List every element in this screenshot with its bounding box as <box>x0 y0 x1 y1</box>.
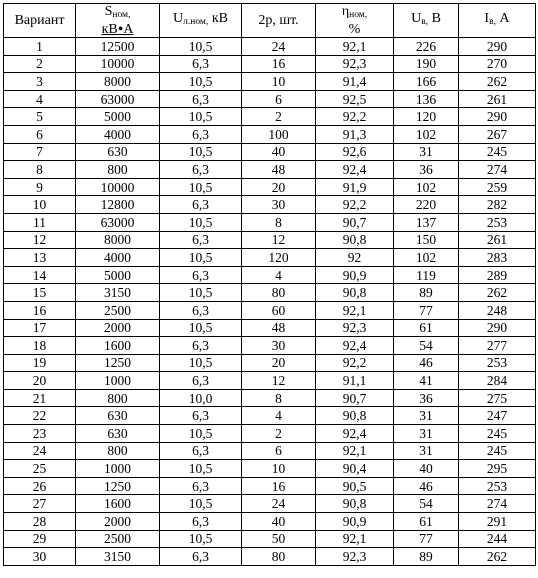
cell-eta-nom: 90,9 <box>316 266 394 284</box>
cell-u-line-nom: 6,3 <box>160 407 242 425</box>
cell-s-nom: 2000 <box>76 319 160 337</box>
header-eta-nom: $\eta_{ном,}$ % <box>316 4 394 38</box>
table-row <box>4 143 536 161</box>
cell-s-nom: 1250 <box>76 477 160 495</box>
cell-s-nom: 2500 <box>76 301 160 319</box>
header-poles: 2р, шт. <box>242 4 316 38</box>
cell-variant: 22 <box>4 407 76 425</box>
cell-variant: 27 <box>4 495 76 513</box>
cell-poles: 20 <box>242 178 316 196</box>
cell-s-nom: 4000 <box>76 125 160 143</box>
header-s-nom: $S_{ном,}$ кВ•А <box>76 4 160 38</box>
cell-u-line-nom: 6,3 <box>160 125 242 143</box>
cell-u-line-nom: 6,3 <box>160 442 242 460</box>
header-u-line-nom: $U_{л.ном,}$ кВ <box>160 4 242 38</box>
cell-poles: 80 <box>242 284 316 302</box>
cell-i-excitation: 290 <box>459 38 536 56</box>
cell-s-nom: 1000 <box>76 372 160 390</box>
cell-u-excitation: 31 <box>394 143 459 161</box>
cell-poles: 6 <box>242 442 316 460</box>
cell-u-line-nom: 10,5 <box>160 425 242 443</box>
table-row <box>4 73 536 91</box>
cell-variant: 1 <box>4 38 76 56</box>
cell-u-excitation: 31 <box>394 442 459 460</box>
table-row <box>4 266 536 284</box>
cell-u-line-nom: 6,3 <box>160 55 242 73</box>
cell-s-nom: 1600 <box>76 495 160 513</box>
table-row <box>4 477 536 495</box>
cell-poles: 6 <box>242 90 316 108</box>
cell-u-line-nom: 6,3 <box>160 301 242 319</box>
cell-u-line-nom: 10,5 <box>160 495 242 513</box>
cell-i-excitation: 262 <box>459 73 536 91</box>
table-row <box>4 389 536 407</box>
cell-i-excitation: 267 <box>459 125 536 143</box>
table-row <box>4 530 536 548</box>
cell-poles: 20 <box>242 354 316 372</box>
cell-eta-nom: 90,8 <box>316 495 394 513</box>
cell-i-excitation: 295 <box>459 460 536 478</box>
cell-s-nom: 1000 <box>76 460 160 478</box>
cell-u-excitation: 36 <box>394 389 459 407</box>
cell-i-excitation: 270 <box>459 55 536 73</box>
cell-s-nom: 630 <box>76 425 160 443</box>
cell-poles: 30 <box>242 196 316 214</box>
table-row <box>4 196 536 214</box>
table-row <box>4 231 536 249</box>
cell-eta-nom: 92,4 <box>316 425 394 443</box>
cell-u-line-nom: 10,5 <box>160 530 242 548</box>
cell-variant: 12 <box>4 231 76 249</box>
cell-u-excitation: 119 <box>394 266 459 284</box>
cell-s-nom: 10000 <box>76 178 160 196</box>
cell-variant: 8 <box>4 161 76 179</box>
cell-u-excitation: 61 <box>394 319 459 337</box>
cell-u-excitation: 46 <box>394 354 459 372</box>
cell-u-excitation: 226 <box>394 38 459 56</box>
cell-u-excitation: 102 <box>394 249 459 267</box>
cell-variant: 2 <box>4 55 76 73</box>
cell-variant: 10 <box>4 196 76 214</box>
cell-u-excitation: 220 <box>394 196 459 214</box>
cell-s-nom: 12500 <box>76 38 160 56</box>
cell-u-excitation: 77 <box>394 530 459 548</box>
table-row <box>4 213 536 231</box>
cell-u-excitation: 46 <box>394 477 459 495</box>
cell-poles: 8 <box>242 213 316 231</box>
header-u-excitation: $U_{в,}$ В <box>394 4 459 38</box>
cell-i-excitation: 275 <box>459 389 536 407</box>
table-row <box>4 125 536 143</box>
cell-poles: 24 <box>242 38 316 56</box>
cell-variant: 29 <box>4 530 76 548</box>
cell-variant: 11 <box>4 213 76 231</box>
cell-i-excitation: 284 <box>459 372 536 390</box>
cell-u-line-nom: 10,5 <box>160 319 242 337</box>
cell-poles: 16 <box>242 55 316 73</box>
cell-s-nom: 5000 <box>76 108 160 126</box>
cell-s-nom: 12800 <box>76 196 160 214</box>
cell-poles: 16 <box>242 477 316 495</box>
cell-i-excitation: 282 <box>459 196 536 214</box>
cell-u-excitation: 31 <box>394 407 459 425</box>
cell-s-nom: 10000 <box>76 55 160 73</box>
cell-eta-nom: 92,2 <box>316 108 394 126</box>
cell-u-line-nom: 10,5 <box>160 108 242 126</box>
cell-variant: 14 <box>4 266 76 284</box>
cell-i-excitation: 259 <box>459 178 536 196</box>
table-row <box>4 161 536 179</box>
cell-variant: 30 <box>4 548 76 566</box>
cell-variant: 23 <box>4 425 76 443</box>
cell-poles: 12 <box>242 372 316 390</box>
cell-poles: 40 <box>242 513 316 531</box>
cell-eta-nom: 90,7 <box>316 213 394 231</box>
cell-eta-nom: 90,7 <box>316 389 394 407</box>
cell-u-line-nom: 6,3 <box>160 231 242 249</box>
variants-table-container <box>3 3 535 566</box>
cell-poles: 2 <box>242 108 316 126</box>
cell-variant: 15 <box>4 284 76 302</box>
cell-eta-nom: 92,1 <box>316 301 394 319</box>
cell-eta-nom: 90,9 <box>316 513 394 531</box>
table-row <box>4 301 536 319</box>
cell-variant: 4 <box>4 90 76 108</box>
variants-table <box>3 3 536 566</box>
cell-s-nom: 1250 <box>76 354 160 372</box>
cell-i-excitation: 262 <box>459 284 536 302</box>
table-row <box>4 407 536 425</box>
cell-s-nom: 5000 <box>76 266 160 284</box>
cell-poles: 12 <box>242 231 316 249</box>
cell-eta-nom: 91,3 <box>316 125 394 143</box>
cell-eta-nom: 91,4 <box>316 73 394 91</box>
cell-u-excitation: 61 <box>394 513 459 531</box>
cell-eta-nom: 91,9 <box>316 178 394 196</box>
cell-poles: 8 <box>242 389 316 407</box>
cell-u-excitation: 54 <box>394 337 459 355</box>
cell-u-line-nom: 10,5 <box>160 249 242 267</box>
cell-i-excitation: 261 <box>459 90 536 108</box>
cell-eta-nom: 92,1 <box>316 38 394 56</box>
cell-i-excitation: 245 <box>459 143 536 161</box>
cell-eta-nom: 92,3 <box>316 548 394 566</box>
table-body <box>4 38 536 566</box>
cell-s-nom: 1600 <box>76 337 160 355</box>
cell-variant: 6 <box>4 125 76 143</box>
cell-u-excitation: 54 <box>394 495 459 513</box>
cell-eta-nom: 92 <box>316 249 394 267</box>
cell-variant: 21 <box>4 389 76 407</box>
cell-poles: 48 <box>242 161 316 179</box>
cell-eta-nom: 90,8 <box>316 284 394 302</box>
cell-s-nom: 630 <box>76 143 160 161</box>
table-row <box>4 460 536 478</box>
cell-u-line-nom: 6,3 <box>160 161 242 179</box>
cell-u-line-nom: 10,5 <box>160 38 242 56</box>
cell-s-nom: 8000 <box>76 231 160 249</box>
cell-poles: 24 <box>242 495 316 513</box>
cell-s-nom: 63000 <box>76 213 160 231</box>
cell-s-nom: 3150 <box>76 548 160 566</box>
cell-i-excitation: 274 <box>459 495 536 513</box>
cell-poles: 100 <box>242 125 316 143</box>
cell-i-excitation: 261 <box>459 231 536 249</box>
cell-u-excitation: 102 <box>394 125 459 143</box>
cell-poles: 4 <box>242 407 316 425</box>
cell-u-excitation: 89 <box>394 284 459 302</box>
table-row <box>4 354 536 372</box>
header-variant: Вариант <box>4 4 76 38</box>
cell-variant: 17 <box>4 319 76 337</box>
cell-u-excitation: 102 <box>394 178 459 196</box>
cell-i-excitation: 277 <box>459 337 536 355</box>
cell-variant: 13 <box>4 249 76 267</box>
cell-u-excitation: 41 <box>394 372 459 390</box>
cell-eta-nom: 90,5 <box>316 477 394 495</box>
cell-u-line-nom: 10,5 <box>160 73 242 91</box>
cell-poles: 40 <box>242 143 316 161</box>
table-header <box>4 4 536 38</box>
table-row <box>4 337 536 355</box>
cell-u-line-nom: 10,5 <box>160 460 242 478</box>
cell-u-excitation: 31 <box>394 425 459 443</box>
cell-u-excitation: 166 <box>394 73 459 91</box>
cell-u-excitation: 137 <box>394 213 459 231</box>
cell-i-excitation: 253 <box>459 354 536 372</box>
cell-u-excitation: 89 <box>394 548 459 566</box>
cell-variant: 19 <box>4 354 76 372</box>
cell-u-line-nom: 10,5 <box>160 284 242 302</box>
cell-u-excitation: 190 <box>394 55 459 73</box>
cell-i-excitation: 290 <box>459 319 536 337</box>
cell-s-nom: 630 <box>76 407 160 425</box>
cell-poles: 50 <box>242 530 316 548</box>
cell-s-nom: 8000 <box>76 73 160 91</box>
cell-variant: 20 <box>4 372 76 390</box>
table-row <box>4 442 536 460</box>
cell-eta-nom: 91,1 <box>316 372 394 390</box>
header-row <box>4 4 536 38</box>
cell-i-excitation: 290 <box>459 108 536 126</box>
table-row <box>4 513 536 531</box>
cell-u-line-nom: 6,3 <box>160 548 242 566</box>
table-row <box>4 372 536 390</box>
cell-eta-nom: 92,4 <box>316 337 394 355</box>
cell-poles: 80 <box>242 548 316 566</box>
cell-u-line-nom: 10,5 <box>160 354 242 372</box>
cell-i-excitation: 262 <box>459 548 536 566</box>
cell-eta-nom: 92,6 <box>316 143 394 161</box>
cell-i-excitation: 248 <box>459 301 536 319</box>
table-row <box>4 495 536 513</box>
cell-u-excitation: 136 <box>394 90 459 108</box>
cell-variant: 5 <box>4 108 76 126</box>
cell-eta-nom: 90,4 <box>316 460 394 478</box>
cell-poles: 120 <box>242 249 316 267</box>
cell-eta-nom: 90,8 <box>316 231 394 249</box>
cell-u-line-nom: 6,3 <box>160 477 242 495</box>
cell-eta-nom: 92,1 <box>316 442 394 460</box>
cell-s-nom: 4000 <box>76 249 160 267</box>
cell-i-excitation: 253 <box>459 477 536 495</box>
cell-i-excitation: 247 <box>459 407 536 425</box>
cell-u-line-nom: 6,3 <box>160 196 242 214</box>
cell-u-excitation: 77 <box>394 301 459 319</box>
cell-u-line-nom: 10,5 <box>160 213 242 231</box>
cell-s-nom: 2500 <box>76 530 160 548</box>
cell-u-line-nom: 10,5 <box>160 178 242 196</box>
cell-u-line-nom: 6,3 <box>160 90 242 108</box>
cell-u-excitation: 40 <box>394 460 459 478</box>
cell-s-nom: 800 <box>76 161 160 179</box>
cell-poles: 10 <box>242 73 316 91</box>
cell-eta-nom: 90,8 <box>316 407 394 425</box>
table-row <box>4 55 536 73</box>
table-row <box>4 284 536 302</box>
cell-variant: 25 <box>4 460 76 478</box>
cell-i-excitation: 291 <box>459 513 536 531</box>
cell-eta-nom: 92,3 <box>316 55 394 73</box>
cell-i-excitation: 245 <box>459 425 536 443</box>
cell-s-nom: 63000 <box>76 90 160 108</box>
cell-eta-nom: 92,3 <box>316 319 394 337</box>
cell-i-excitation: 244 <box>459 530 536 548</box>
cell-u-line-nom: 6,3 <box>160 372 242 390</box>
table-row <box>4 425 536 443</box>
table-row <box>4 548 536 566</box>
table-row <box>4 178 536 196</box>
cell-variant: 9 <box>4 178 76 196</box>
cell-variant: 26 <box>4 477 76 495</box>
cell-s-nom: 3150 <box>76 284 160 302</box>
cell-u-line-nom: 6,3 <box>160 266 242 284</box>
table-row <box>4 90 536 108</box>
cell-poles: 2 <box>242 425 316 443</box>
cell-variant: 16 <box>4 301 76 319</box>
cell-variant: 28 <box>4 513 76 531</box>
cell-eta-nom: 92,2 <box>316 196 394 214</box>
cell-variant: 7 <box>4 143 76 161</box>
cell-u-excitation: 36 <box>394 161 459 179</box>
cell-u-line-nom: 6,3 <box>160 337 242 355</box>
table-row <box>4 38 536 56</box>
table-row <box>4 319 536 337</box>
cell-eta-nom: 92,4 <box>316 161 394 179</box>
cell-variant: 24 <box>4 442 76 460</box>
cell-i-excitation: 274 <box>459 161 536 179</box>
cell-poles: 30 <box>242 337 316 355</box>
cell-i-excitation: 283 <box>459 249 536 267</box>
cell-s-nom: 800 <box>76 389 160 407</box>
table-row <box>4 108 536 126</box>
cell-poles: 10 <box>242 460 316 478</box>
cell-i-excitation: 245 <box>459 442 536 460</box>
cell-variant: 3 <box>4 73 76 91</box>
cell-eta-nom: 92,2 <box>316 354 394 372</box>
cell-poles: 48 <box>242 319 316 337</box>
cell-u-line-nom: 10,0 <box>160 389 242 407</box>
cell-variant: 18 <box>4 337 76 355</box>
cell-s-nom: 800 <box>76 442 160 460</box>
cell-i-excitation: 253 <box>459 213 536 231</box>
cell-u-line-nom: 6,3 <box>160 513 242 531</box>
table-row <box>4 249 536 267</box>
cell-poles: 60 <box>242 301 316 319</box>
cell-eta-nom: 92,5 <box>316 90 394 108</box>
cell-u-line-nom: 10,5 <box>160 143 242 161</box>
cell-u-excitation: 120 <box>394 108 459 126</box>
cell-poles: 4 <box>242 266 316 284</box>
cell-eta-nom: 92,1 <box>316 530 394 548</box>
header-i-excitation: $I_{в,}$ А <box>459 4 536 38</box>
cell-u-excitation: 150 <box>394 231 459 249</box>
cell-s-nom: 2000 <box>76 513 160 531</box>
cell-i-excitation: 289 <box>459 266 536 284</box>
